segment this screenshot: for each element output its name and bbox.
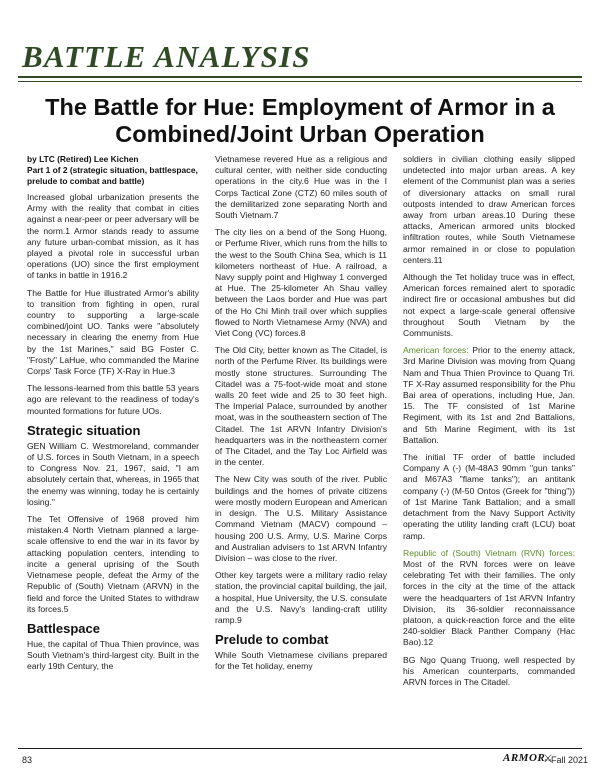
- run-in-heading-american-forces: American forces:: [403, 345, 469, 356]
- paragraph: The New City was south of the river. Public buildings and the homes of private citizens were mostly modern European and American in design. The U.S. Military Assistance Command Vietnam (MACV) compound – housing 200 U.S. Army, U.S. Marine Corps and Australian advisers to 1st ARVN Infantry Division – was close to the river.: [215, 474, 387, 563]
- paragraph: [403, 548, 575, 649]
- paragraph: The Battle for Hue illustrated Armor's ability to transition from fighting in open, rural country to supporting a large-scale combined/joint UO. Tanks were "absolutely necessary in clearing the enemy from Hue by the 1st Marines," said BG Foster C. "Frosty" LaHue, who commanded the Marine Corps' Task Force (TF) X-Ray in Hue.3: [27, 287, 199, 377]
- paragraph: Although the Tet holiday truce was in effect, American forces remained alert to sporadic indirect fire or occasional ambushes but did not expect a large-scale general offensive throughout South Vietnam by the Communists.: [403, 272, 575, 339]
- article-subtitle: Part 1 of 2 (strategic situation, battlespace, prelude to combat and battle): [27, 165, 198, 186]
- paragraph: The city lies on a bend of the Song Huong, or Perfume River, which runs from the hills to the west to the South China Sea, which is 11 kilometers northeast of Hue. A railroad, a Navy supply point and Highway 1 converged at Hue. The 25-kilometer Ah Shau valley between the Laos border and Hue was part of the Ho Chi Minh trail over which supplies flowed to North Vietnamese Army (NVA) and Viet Cong (VC) forces.8: [215, 227, 387, 339]
- paragraph: The initial TF order of battle included Company A (-) (M-48A3 90mm "gun tanks" and M67A3 "flame tanks"); an antitank company (-) (M-50 Ontos (Greek for "thing")) of 1st Marine Tank Battalion; and a small detachment from the Navy Support Activity operating the utility landing craft (LCU) boat ramp.: [403, 452, 575, 541]
- banner-rule-thin: [18, 81, 582, 82]
- paragraph-text: Prior to the enemy attack, 3rd Marine Division was moving from Quang Nam and Thua Thien Province to Quang Tri. TF X-Ray assumed responsibility for the Phu Bai area of operations, including Hue, Jan. 15. The TF consisted of 1st Marine Regiment, with its 1st and 2nd Battalions, and 5th Marine Regiment, with its 1st Battalion.: [403, 345, 575, 445]
- paragraph: The Old City, better known as The Citadel, is north of the Perfume River. Its buildings were mostly stone structures. Surrounding The Citadel was a 75-foot-wide moat and stone walls 20 feet wide and 25 to 30 feet high. The Imperial Palace, surrounded by another moat, was in the southeastern section of The Citadel. The 1st ARVN Infantry Division's headquarters was in the northeastern corner of The Citadel, and the Tay Loc Airfield was in the center.: [215, 345, 387, 468]
- paragraph: The lessons-learned from this battle 53 years ago are relevant to the readiness of today's mounted formations for future UOs.: [27, 383, 199, 416]
- paragraph: Vietnamese revered Hue as a religious and cultural center, with neither side conducting operations in the city.6 Hue was in the I Corps Tactical Zone (CTZ) 60 miles south of the demilitarized zone separating North and South Vietnam.7: [215, 154, 387, 221]
- paragraph: soldiers in civilian clothing easily slipped undetected into major urban areas. A key element of the Communist plan was a series of diversionary attacks on small rural outposts intended to draw American forces away from urban areas.10 During these attacks, American armored units blocked infiltration routes, while South Vietnamese armor remained in or close to population centers.11: [403, 154, 575, 265]
- section-heading-battlespace: Battlespace: [27, 620, 100, 636]
- armor-branch-insignia-icon: ⚔: [543, 753, 553, 765]
- paragraph-text: Most of the RVN forces were on leave celebrating Tet with their families. The only forces in the city at the time of the attack were the headquarters of 1st ARVN Infantry Division, its 36-soldier reconnaissance platoon, a quick-reaction force and the elite 240-soldier Black Panther Company (Hac Bao).12: [403, 558, 575, 648]
- magazine-logo: ARMOR: [503, 752, 546, 764]
- issue-date: Fall 2021: [551, 755, 589, 765]
- paragraph: The Tet Offensive of 1968 proved him mistaken.4 North Vietnam planned a large-scale offensive to end the war in its favor by attacking population centers, intending to incite a general uprising of the South Vietnamese people, defeat the Army of the Republic of (South) Vietnam (ARVN) in the field and force the United States to withdraw its forces.5: [27, 514, 199, 614]
- paragraph: Hue, the capital of Thua Thien province, was South Vietnam's third-largest city. Built in the early 19th Century, the: [27, 638, 199, 672]
- run-in-heading-rvn-forces: Republic of (South) Vietnam (RVN) forces:: [403, 547, 575, 558]
- page-number: 83: [22, 755, 33, 765]
- column-2: [215, 154, 387, 679]
- banner-rule: [18, 76, 582, 78]
- footer-rule: [18, 748, 582, 749]
- section-banner: [18, 40, 582, 74]
- column-3: [403, 154, 575, 694]
- paragraph: While South Vietnamese civilians prepared for the Tet holiday, enemy: [215, 650, 387, 672]
- paragraph: GEN William C. Westmoreland, commander of U.S. forces in South Vietnam, in a speech to Congress Nov. 21, 1967, said, "I am absolutely certain that, whereas, in 1965 that the enemy was winning, today he is certainly losing.": [27, 440, 199, 507]
- column-1: [27, 154, 199, 679]
- paragraph: Increased global urbanization presents the Army with the reality that combat in cities against a near-peer or peer adversary will be the norm.1 Armor stands ready to assume any future urban-combat mission, as it has played a pivotal role in successful urban operations (UO) since the first employment of tanks in battle in 1916.2: [27, 192, 199, 281]
- section-title: BATTLE ANALYSIS: [22, 39, 311, 74]
- author: by LTC (Retired) Lee Kichen: [27, 154, 139, 164]
- section-heading-strategic-situation: Strategic situation: [27, 422, 141, 438]
- paragraph: Other key targets were a military radio relay station, the provincial capital building, the jail, a hospital, Hue University, the U.S. consulate and the U.S. Navy's landing-craft utility ramp.9: [215, 570, 387, 625]
- article-title: The Battle for Hue: Employment of Armor in a Combined/Joint Urban Operation: [45, 94, 555, 147]
- paragraph: [403, 345, 575, 446]
- section-heading-prelude-to-combat: Prelude to combat: [215, 632, 329, 648]
- paragraph: BG Ngo Quang Truong, well respected by his American counterparts, commanded ARVN forces in The Citadel.: [403, 654, 575, 687]
- byline: [27, 154, 199, 187]
